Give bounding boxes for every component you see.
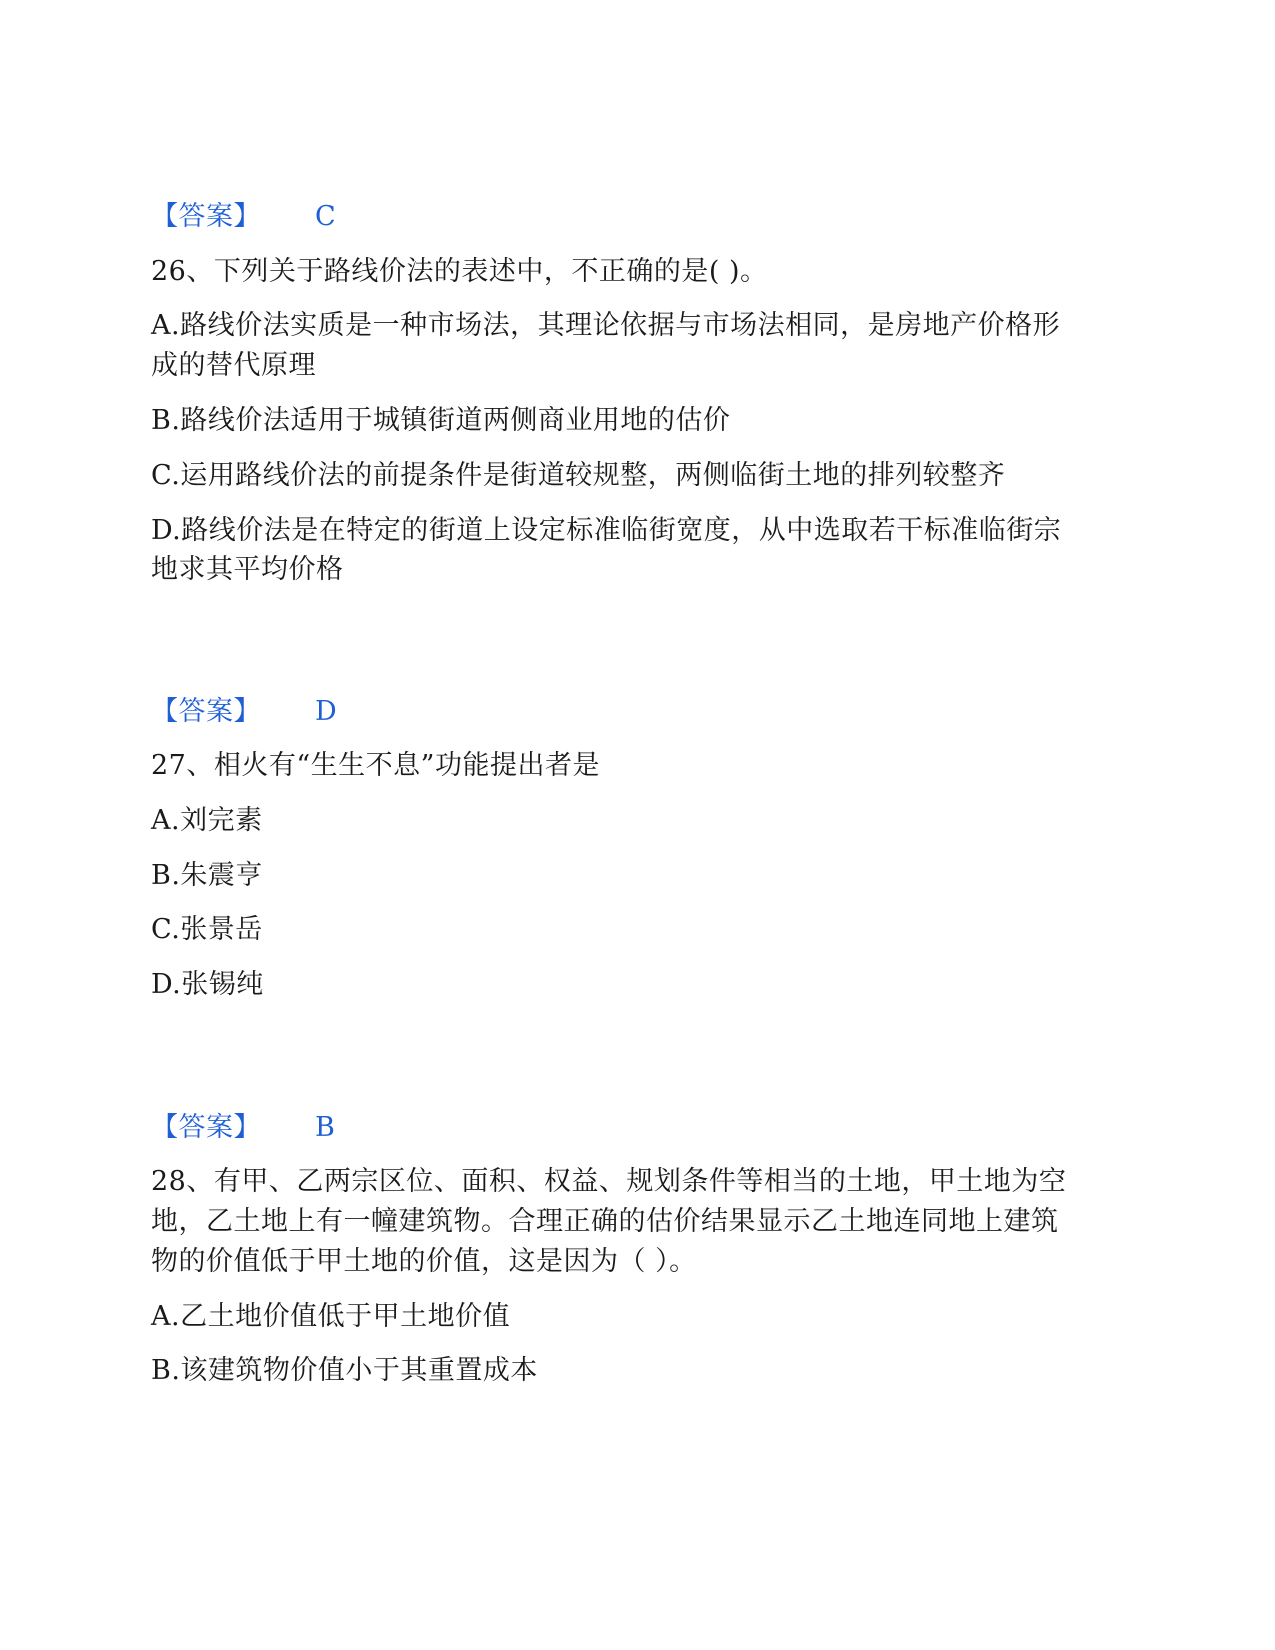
- question-26-option-a: A.路线价法实质是一种市场法，其理论依据与市场法相同，是房地产价格形: [151, 310, 1061, 341]
- answer-label: 【答案】: [151, 1112, 261, 1143]
- question-26-option-c: C.运用路线价法的前提条件是街道较规整，两侧临街土地的排列较整齐: [151, 460, 1006, 491]
- answer-line: [151, 197, 336, 237]
- answer-label: 【答案】: [151, 201, 261, 232]
- answer-value: C: [315, 201, 337, 232]
- question-26-option-a-cont: 成的替代原理: [151, 350, 316, 381]
- question-28-option-b: B.该建筑物价值小于其重置成本: [151, 1355, 538, 1386]
- question-27-option-a: A.刘完素: [151, 805, 263, 836]
- question-26-option-d-cont: 地求其平均价格: [151, 554, 344, 585]
- question-27-option-d: D.张锡纯: [151, 969, 264, 1000]
- question-28-stem: 28、有甲、乙两宗区位、面积、权益、规划条件等相当的土地，甲土地为空: [151, 1166, 1067, 1197]
- question-26-stem: 26、下列关于路线价法的表述中，不正确的是( )。: [151, 256, 768, 287]
- question-26-option-d: D.路线价法是在特定的街道上设定标准临街宽度，从中选取若干标准临街宗: [151, 515, 1062, 546]
- question-26-option-b: B.路线价法适用于城镇街道两侧商业用地的估价: [151, 405, 731, 436]
- question-28-option-a: A.乙土地价值低于甲土地价值: [151, 1301, 511, 1332]
- answer-line: [151, 1108, 335, 1148]
- question-27-stem: 27、相火有“生生不息”功能提出者是: [151, 750, 600, 781]
- answer-value: D: [315, 696, 338, 727]
- question-27-option-b: B.朱震亨: [151, 860, 263, 891]
- question-28-stem-cont: 地，乙土地上有一幢建筑物。合理正确的估价结果显示乙土地连同地上建筑: [151, 1206, 1059, 1237]
- question-28-stem-cont: 物的价值低于甲土地的价值，这是因为（ ）。: [151, 1246, 697, 1277]
- answer-line: [151, 692, 337, 732]
- question-27-option-c: C.张景岳: [151, 914, 263, 945]
- answer-label: 【答案】: [151, 696, 261, 727]
- answer-value: B: [315, 1112, 336, 1143]
